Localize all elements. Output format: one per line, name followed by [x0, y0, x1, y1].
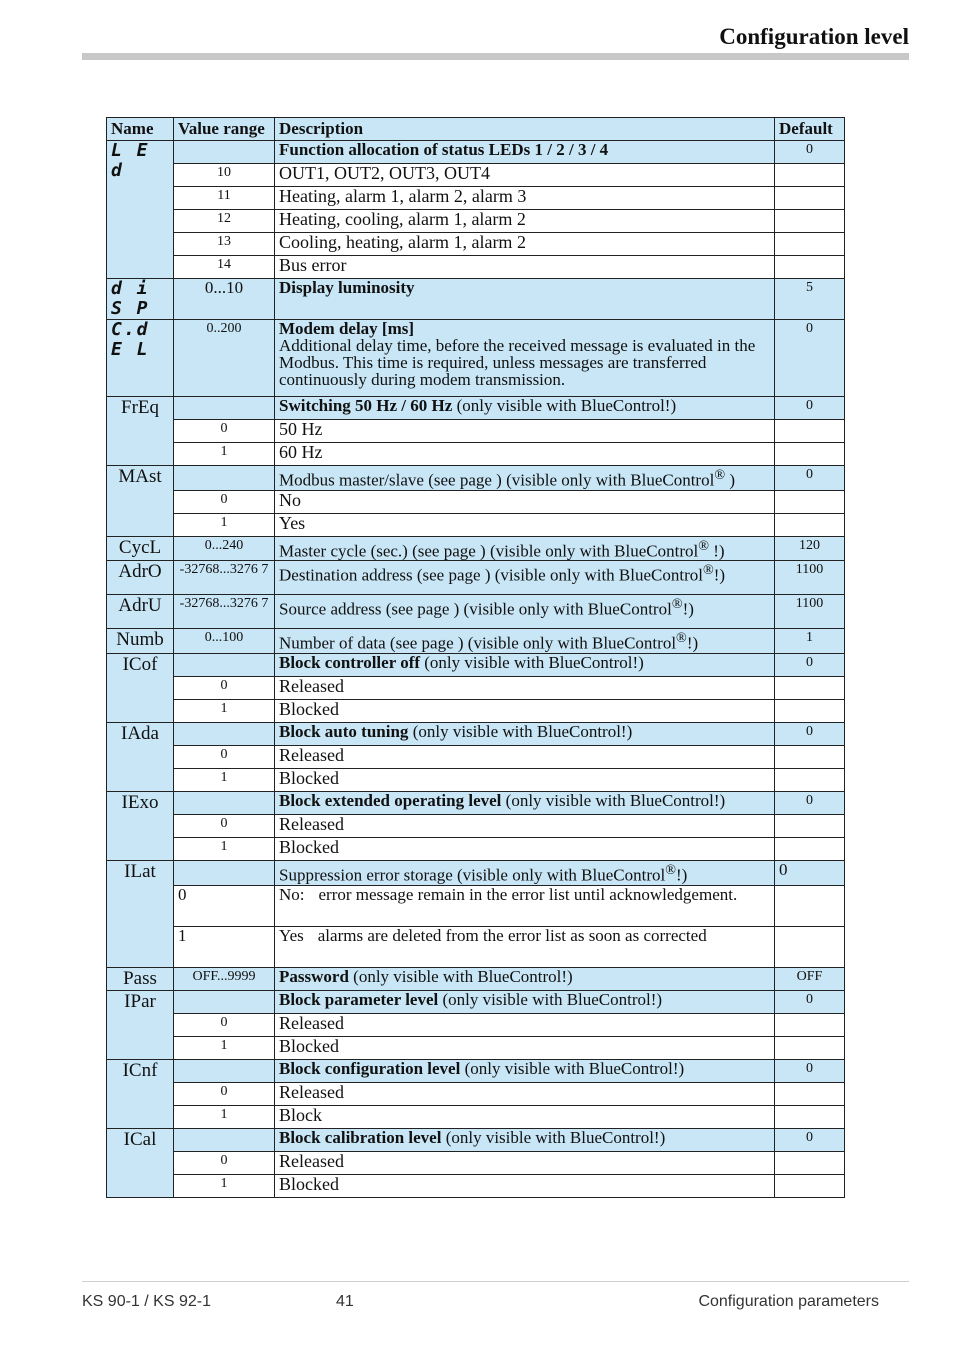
param-suffix: !) [713, 565, 726, 585]
table-row [107, 791, 845, 814]
table-row [107, 860, 845, 885]
param-title: Modem delay [ms] [279, 319, 415, 338]
footer-rule [82, 1281, 909, 1282]
table-row [107, 233, 845, 256]
param-default: 0 [775, 791, 845, 814]
option-label: Yes [275, 513, 775, 536]
param-default: OFF [775, 967, 845, 990]
param-suffix: !) [682, 599, 694, 619]
option-value: 0 [174, 1013, 275, 1036]
param-title: Destination address (see page ) (visible only with BlueControl [279, 565, 703, 585]
option-label: Blocked [275, 768, 775, 791]
option-value: 0 [174, 814, 275, 837]
col-header-range: Value range [174, 118, 275, 141]
param-suffix: ) [725, 470, 735, 490]
table-row [107, 653, 845, 676]
option-label: Blocked [275, 837, 775, 860]
param-name: MAst [107, 466, 174, 537]
col-header-description: Description [275, 118, 775, 141]
param-title: Block extended operating level [279, 791, 502, 810]
param-title: Function allocation of status LEDs 1 / 2 / 3 / 4 [279, 140, 609, 159]
table-row [107, 926, 845, 967]
option-value: 0 [174, 885, 275, 926]
param-suffix: !) [708, 541, 725, 561]
option-label: Released [275, 1082, 775, 1105]
param-title: Password [279, 967, 349, 986]
table-row [107, 279, 845, 320]
footer-product: KS 90-1 / KS 92-1 [82, 1293, 211, 1310]
table-row [107, 141, 845, 164]
option-label: Blocked [275, 1036, 775, 1059]
option-value: 1 [174, 443, 275, 466]
option-label: Released [275, 745, 775, 768]
option-label: OUT1, OUT2, OUT3, OUT4 [275, 164, 775, 187]
option-label: Heating, cooling, alarm 1, alarm 2 [275, 210, 775, 233]
table-row [107, 1151, 845, 1174]
param-name: Pass [107, 967, 174, 990]
option-value: 1 [174, 926, 275, 967]
param-default: 0 [775, 860, 845, 885]
param-range: -32768...3276 7 [174, 561, 275, 595]
param-name: IAda [107, 722, 174, 791]
option-value: 0 [174, 745, 275, 768]
table-row [107, 164, 845, 187]
table-row [107, 967, 845, 990]
param-default: 0 [775, 397, 845, 420]
option-label: Heating, alarm 1, alarm 2, alarm 3 [275, 187, 775, 210]
param-default: 1100 [775, 561, 845, 595]
table-row [107, 187, 845, 210]
table-row [107, 320, 845, 397]
param-title: Suppression error storage (visible only with BlueControl [279, 865, 666, 885]
param-default: 0 [775, 320, 845, 397]
table-row [107, 443, 845, 466]
table-row [107, 1013, 845, 1036]
param-note: (only visible with BlueControl!) [348, 967, 573, 986]
option-value: 0 [174, 420, 275, 443]
param-name: ICal [107, 1128, 174, 1197]
option-label: No: [279, 885, 305, 904]
option-value: 1 [174, 1174, 275, 1197]
param-range: 0..200 [174, 320, 275, 397]
table-row [107, 722, 845, 745]
table-row [107, 595, 845, 629]
param-title: Block auto tuning [279, 722, 409, 741]
param-range: OFF...9999 [174, 967, 275, 990]
option-value: 0 [174, 676, 275, 699]
option-value: 1 [174, 1036, 275, 1059]
table-row [107, 814, 845, 837]
registered-mark: ® [676, 630, 687, 647]
footer-section: Configuration parameters [698, 1293, 879, 1310]
param-note: (only visible with BlueControl!) [438, 990, 663, 1009]
param-suffix: !) [676, 865, 688, 885]
param-title: Block controller off [279, 653, 421, 672]
param-name: FrEq [107, 397, 174, 466]
option-value: 0 [174, 1151, 275, 1174]
option-value: 0 [174, 1082, 275, 1105]
param-name: Numb [107, 629, 174, 654]
param-name: ILat [107, 860, 174, 967]
registered-mark: ® [698, 537, 709, 554]
param-title: Master cycle (sec.) (see page ) (visible only with BlueControl [279, 541, 699, 561]
param-default: 0 [775, 653, 845, 676]
option-text: error message remain in the error list until acknowledgement. [318, 885, 738, 904]
param-note: (only visible with BlueControl!) [452, 396, 677, 415]
option-value: 12 [174, 210, 275, 233]
registered-mark: ® [671, 596, 683, 613]
table-row [107, 210, 845, 233]
option-value: 1 [174, 513, 275, 536]
table-row [107, 745, 845, 768]
param-title: Block parameter level [279, 990, 439, 1009]
option-text: alarms are deleted from the error list as soon as corrected [317, 926, 707, 945]
table-header-row [107, 118, 845, 141]
param-suffix: !) [686, 633, 699, 653]
option-value: 14 [174, 256, 275, 279]
param-note: (only visible with BlueControl!) [408, 722, 633, 741]
table-row [107, 990, 845, 1013]
param-title: Block configuration level [279, 1059, 461, 1078]
param-note: (only visible with BlueControl!) [441, 1128, 666, 1147]
table-row [107, 768, 845, 791]
param-range: -32768...3276 7 [174, 595, 275, 629]
table-row [107, 397, 845, 420]
table-row [107, 513, 845, 536]
footer-page-number: 41 [336, 1293, 354, 1310]
param-title: Source address (see page ) (visible only with BlueControl [279, 599, 672, 619]
table-row [107, 1036, 845, 1059]
col-header-default: Default [775, 118, 845, 141]
table-row [107, 885, 845, 926]
param-default: 1 [775, 629, 845, 654]
table-row [107, 256, 845, 279]
option-label: Blocked [275, 1174, 775, 1197]
table-row [107, 490, 845, 513]
param-name: ICnf [107, 1059, 174, 1128]
param-name: IPar [107, 990, 174, 1059]
table-row [107, 1059, 845, 1082]
option-label: No [275, 490, 775, 513]
option-label: Yes [279, 926, 304, 945]
option-label: Bus error [275, 256, 775, 279]
parameter-table [106, 117, 845, 1198]
option-value: 1 [174, 768, 275, 791]
param-default: 120 [775, 536, 845, 561]
param-range: 0...240 [174, 536, 275, 561]
registered-mark: ® [665, 861, 676, 878]
option-label: Blocked [275, 699, 775, 722]
param-name: CycL [107, 536, 174, 561]
param-title: Display luminosity [279, 278, 415, 297]
table-row [107, 1082, 845, 1105]
option-label: 60 Hz [275, 443, 775, 466]
param-name: AdrU [107, 595, 174, 629]
param-name: ICof [107, 653, 174, 722]
option-label: Released [275, 814, 775, 837]
param-default: 0 [775, 1128, 845, 1151]
param-note: (only visible with BlueControl!) [460, 1059, 685, 1078]
param-default: 0 [775, 466, 845, 491]
option-label: Released [275, 1013, 775, 1036]
param-default: 0 [775, 722, 845, 745]
registered-mark: ® [714, 467, 726, 483]
option-label: Block [275, 1105, 775, 1128]
table-row [107, 536, 845, 561]
col-header-name: Name [107, 118, 174, 141]
param-title: Block calibration level [279, 1128, 442, 1147]
param-default: 0 [775, 990, 845, 1013]
param-range: 0...10 [174, 279, 275, 320]
param-name: L E d [107, 141, 174, 279]
param-note: (only visible with BlueControl!) [420, 653, 644, 672]
table-row [107, 629, 845, 654]
param-default: 5 [775, 279, 845, 320]
param-name: d i S P [107, 279, 174, 320]
param-title: Number of data (see page ) (visible only with BlueControl [279, 633, 677, 653]
param-text: Additional delay time, before the received message is evaluated in the Modbus. This time is required, unless messages are transferred continuously during modem transmission. [279, 336, 756, 389]
option-label: Released [275, 676, 775, 699]
table-row [107, 1174, 845, 1197]
table-row [107, 699, 845, 722]
option-value: 0 [174, 490, 275, 513]
param-default: 1100 [775, 595, 845, 629]
option-value: 1 [174, 699, 275, 722]
param-name: C.d E L [107, 320, 174, 397]
param-note: (only visible with BlueControl!) [501, 791, 726, 810]
option-label: Released [275, 1151, 775, 1174]
option-value: 11 [174, 187, 275, 210]
table-row [107, 466, 845, 491]
registered-mark: ® [702, 562, 714, 579]
option-label: Cooling, heating, alarm 1, alarm 2 [275, 233, 775, 256]
option-value: 10 [174, 164, 275, 187]
option-value: 1 [174, 837, 275, 860]
param-name: IExo [107, 791, 174, 860]
param-default: 0 [775, 1059, 845, 1082]
page-title: Configuration level [719, 24, 909, 49]
table-row [107, 561, 845, 595]
table-row [107, 837, 845, 860]
option-value: 13 [174, 233, 275, 256]
title-rule [82, 53, 909, 60]
param-name: AdrO [107, 561, 174, 595]
param-title: Modbus master/slave (see page ) (visible only with BlueControl [279, 470, 715, 490]
param-default: 0 [775, 141, 845, 164]
table-row [107, 1128, 845, 1151]
param-range: 0...100 [174, 629, 275, 654]
param-title: Switching 50 Hz / 60 Hz [279, 396, 453, 415]
table-row [107, 676, 845, 699]
option-label: 50 Hz [275, 420, 775, 443]
table-row [107, 420, 845, 443]
table-row [107, 1105, 845, 1128]
option-value: 1 [174, 1105, 275, 1128]
